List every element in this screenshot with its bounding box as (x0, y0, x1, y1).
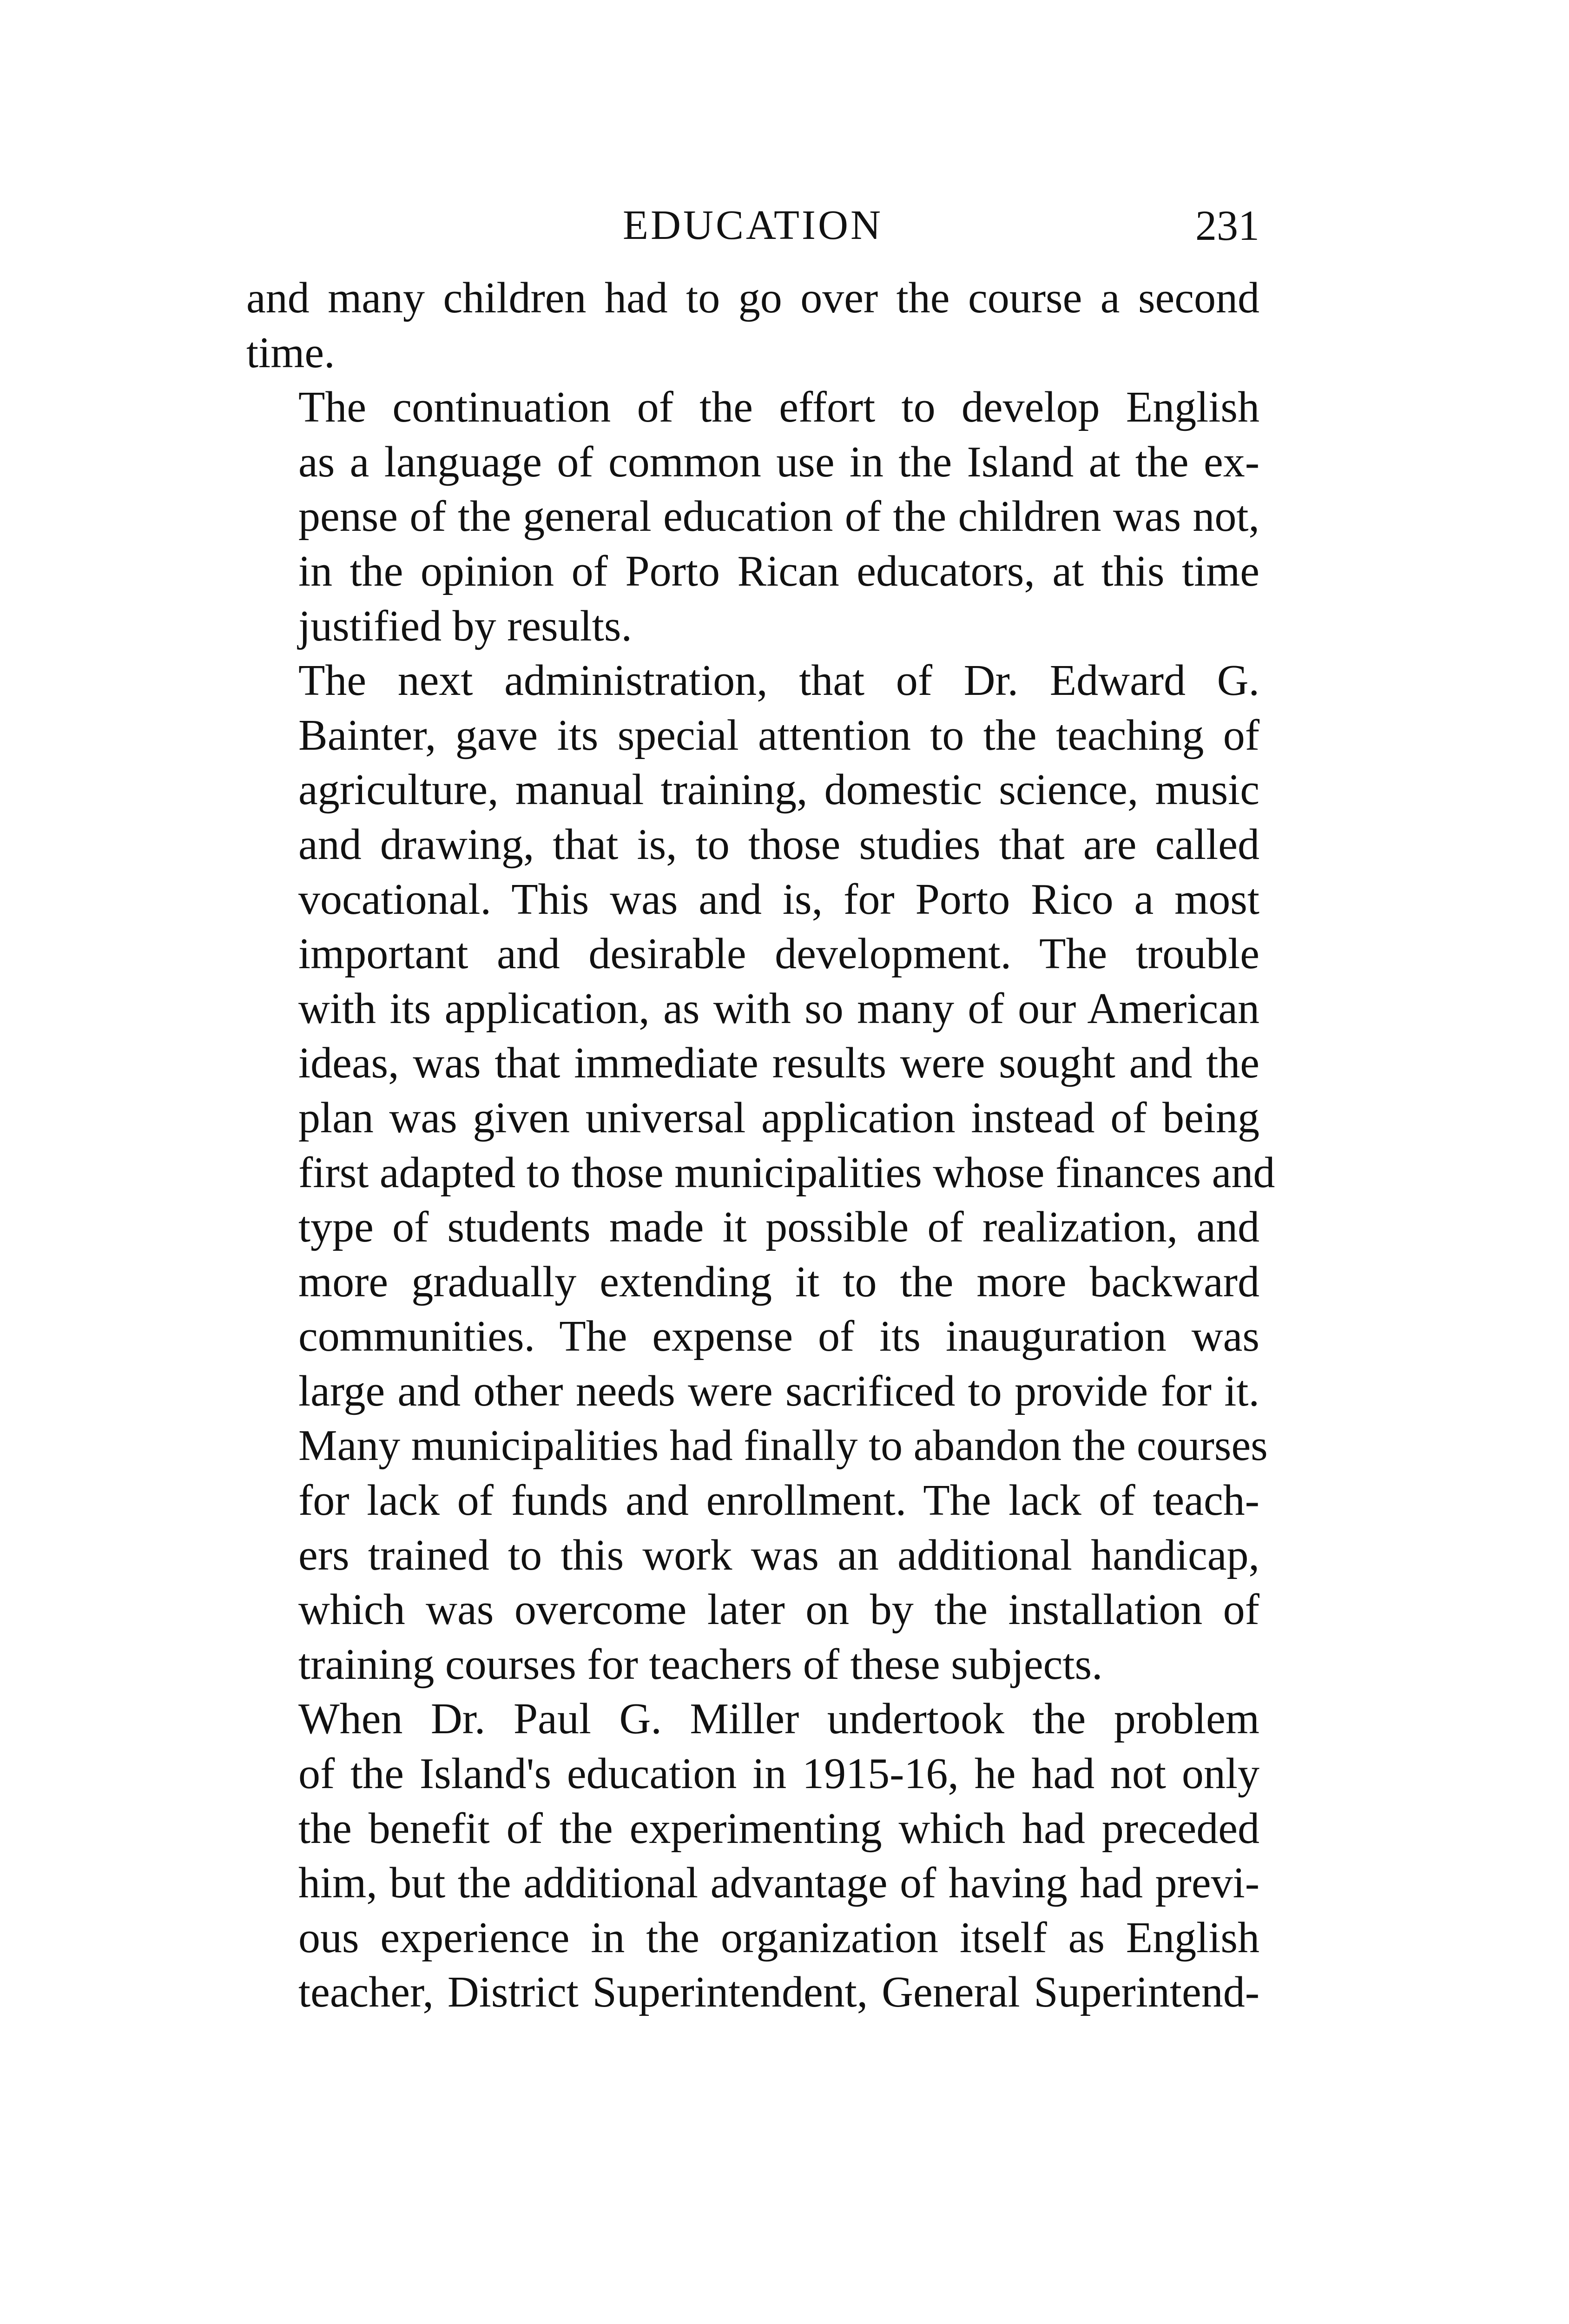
text-line: which was overcome later on by the installation of (298, 1585, 1259, 1634)
text-line: When Dr. Paul G. Miller undertook the problem (298, 1695, 1259, 1743)
text-line: ous experience in the organization itself as English (298, 1913, 1259, 1962)
running-title: EDUCATION (623, 202, 883, 248)
text-line: and many children had to go over the course a second (246, 274, 1259, 322)
text-line: first adapted to those municipalities whose finances and (298, 1148, 1275, 1197)
text-line: type of students made it possible of realization, and (298, 1203, 1259, 1252)
text-line: ers trained to this work was an additional handicap, (298, 1531, 1259, 1579)
text-line: agriculture, manual training, domestic science, music (298, 766, 1259, 814)
text-line: time. (246, 328, 335, 377)
text-line: large and other needs were sacrificed to provide for it. (298, 1367, 1259, 1415)
paragraph-paul-miller (246, 1692, 1259, 2020)
text-line: of the Island's education in 1915-16, he had not only (298, 1750, 1259, 1798)
text-line: teacher, District Superintendent, General Superintend- (298, 1968, 1259, 2017)
text-line: with its application, as with so many of our American (298, 984, 1259, 1033)
text-line: as a language of common use in the Island at the ex- (298, 437, 1259, 486)
text-line: and drawing, that is, to those studies that are called (298, 820, 1259, 869)
page-number: 231 (1195, 202, 1259, 249)
text-line: The continuation of the effort to develop English (298, 383, 1259, 432)
text-line: more gradually extending it to the more backward (298, 1257, 1259, 1306)
text-line: The next administration, that of Dr. Edward G. (298, 656, 1259, 705)
paragraph-continuation (246, 271, 1259, 380)
text-line: Many municipalities had finally to abandon the courses (298, 1421, 1268, 1470)
text-line: communities. The expense of its inauguration was (298, 1312, 1259, 1361)
text-line: in the opinion of Porto Rican educators, at this time (298, 547, 1259, 595)
text-line: ideas, was that immediate results were sought and the (298, 1039, 1259, 1088)
text-line: him, but the additional advantage of having had previ- (298, 1859, 1259, 1908)
text-line: important and desirable development. The trouble (298, 930, 1259, 978)
text-line: plan was given universal application instead of being (298, 1093, 1259, 1142)
paragraph-vocational-education (246, 654, 1275, 1692)
text-line: pense of the general education of the children was not, (298, 492, 1259, 541)
text-line: the benefit of the experimenting which had preceded (298, 1804, 1259, 1853)
running-header (246, 200, 1259, 251)
text-line: justified by results. (298, 601, 632, 650)
text-line: for lack of funds and enrollment. The lack of teach- (298, 1476, 1259, 1525)
body-text (246, 271, 1275, 2020)
text-line: vocational. This was and is, for Porto Rico a most (298, 875, 1259, 924)
text-line: Bainter, gave its special attention to the teaching of (298, 711, 1259, 759)
text-line: training courses for teachers of these subjects. (298, 1640, 1103, 1689)
paragraph-english-language (246, 380, 1259, 654)
